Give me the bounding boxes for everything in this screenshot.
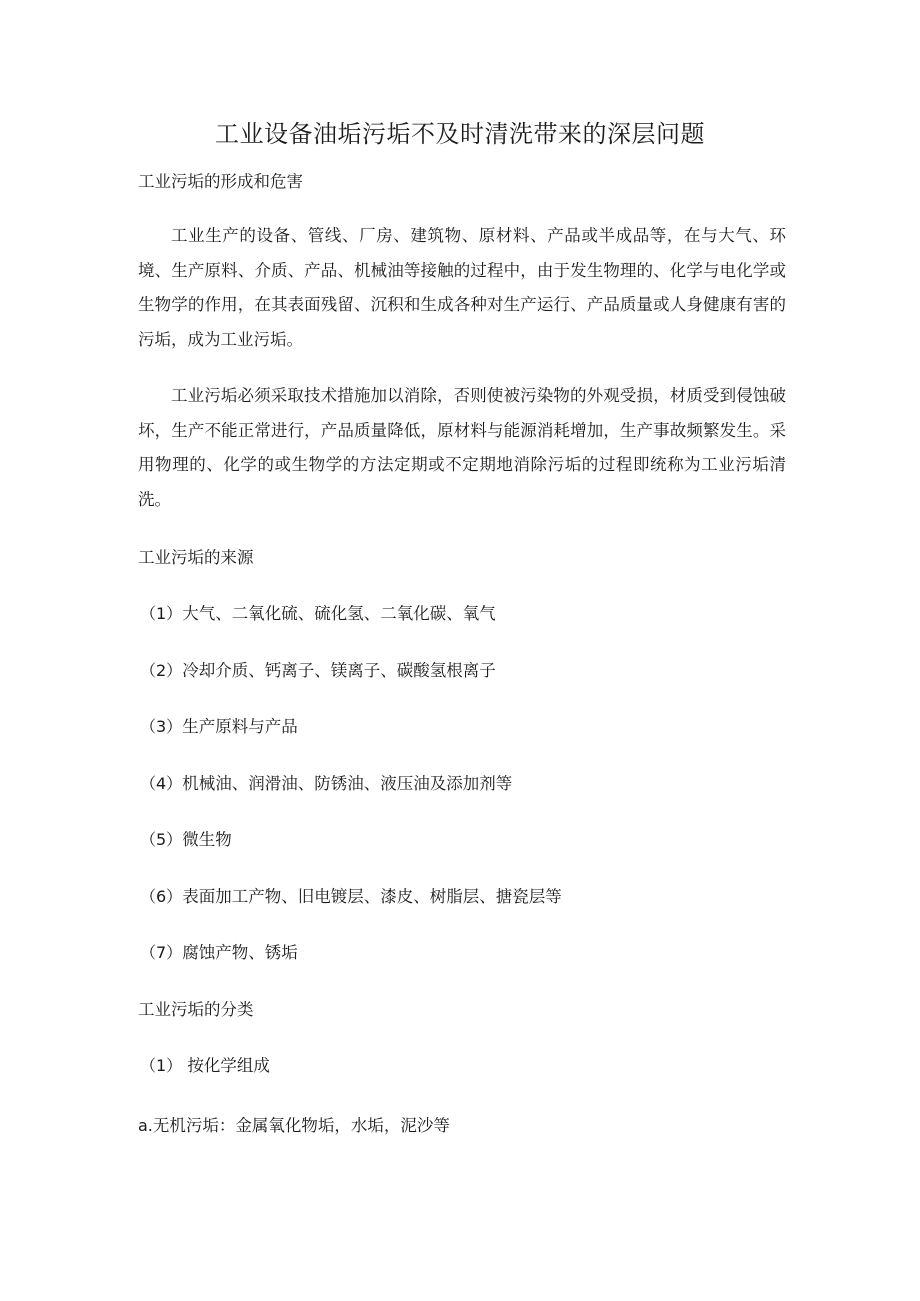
list-item-text: 表面加工产物、旧电镀层、漆皮、树脂层、搪瓷层等: [182, 887, 562, 906]
list-item: [140, 885, 562, 909]
paragraph-definition: 工业生产的设备、管线、厂房、建筑物、原材料、产品或半成品等，在与大气、环境、生产原料、介质、产品、机械油等接触的过程中，由于发生物理的、化学与电化学或生物学的作用，在其表面残留、沉积和生成各种对生产运行、产品质量或人身健康有害的污垢，成为工业污垢。: [138, 226, 786, 349]
section-heading-classification: 工业污垢的分类: [138, 1000, 254, 1019]
list-item-number: （7）: [140, 943, 183, 962]
section-heading-sources: 工业污垢的来源: [138, 548, 254, 567]
list-item-text: 生产原料与产品: [182, 717, 298, 736]
document-title: 工业设备油垢污垢不及时清洗带来的深层问题: [215, 120, 705, 148]
list-item: [140, 828, 232, 852]
list-item-text: 微生物: [182, 830, 232, 849]
list-item-number: （4）: [140, 774, 183, 793]
list-item-number: （3）: [140, 717, 183, 736]
section-heading-formation: 工业污垢的形成和危害: [138, 172, 303, 191]
sub-item-text: 无机污垢：金属氧化物垢，水垢，泥沙等: [152, 1116, 450, 1135]
list-item-number: （5）: [140, 830, 183, 849]
list-item-text: 大气、二氧化硫、硫化氢、二氧化碳、氧气: [182, 604, 496, 623]
list-item: [140, 1054, 270, 1078]
sub-item: [138, 1114, 450, 1138]
list-item-text: 腐蚀产物、锈垢: [182, 943, 298, 962]
list-item: [140, 772, 512, 796]
paragraph-hazards: 工业污垢必须采取技术措施加以消除，否则使被污染物的外观受损，材质受到侵蚀破坏，生产不能正常进行，产品质量降低，原材料与能源消耗增加，生产事故频繁发生。采用物理的、化学的或生物学的方法定期或不定期地消除污垢的过程即统称为工业污垢清洗。: [138, 386, 786, 509]
sub-item-marker: a.: [138, 1116, 153, 1135]
list-item: [140, 659, 496, 683]
list-item-number: （6）: [140, 887, 183, 906]
list-item-number: （2）: [140, 661, 183, 680]
list-item-number: （1）: [140, 1056, 183, 1075]
list-item-text: 冷却介质、钙离子、镁离子、碳酸氢根离子: [182, 661, 496, 680]
list-item-number: （1）: [140, 604, 183, 623]
list-item: [140, 715, 298, 739]
list-item: [140, 602, 496, 626]
list-item-text: 机械油、润滑油、防锈油、液压油及添加剂等: [182, 774, 513, 793]
list-item-text: 按化学组成: [182, 1056, 270, 1075]
list-item: [140, 941, 298, 965]
